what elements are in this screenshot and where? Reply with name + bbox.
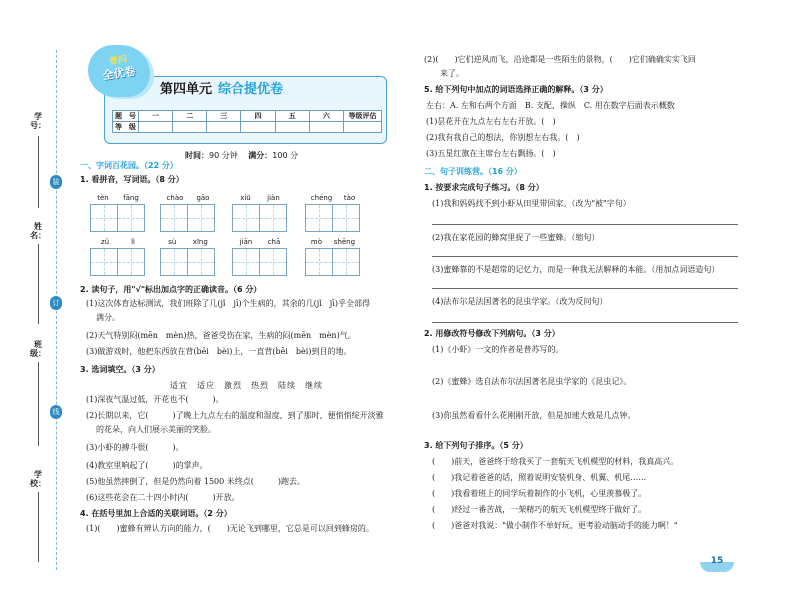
q3-sentence-6[interactable]: (6)这些花会在二十四小时内( )开放。: [86, 493, 240, 502]
pinyin: chā: [267, 238, 281, 246]
pinyin-box: [90, 238, 146, 270]
score-cell: 二: [173, 111, 207, 122]
unit-subtitle: 综合提优卷: [218, 82, 284, 97]
pinyin: sù: [168, 238, 177, 246]
writing-cell[interactable]: [232, 204, 260, 232]
writing-cell[interactable]: [160, 204, 188, 232]
binding-dashed-line: [56, 50, 57, 570]
badge-top-text: 普问: [108, 54, 128, 68]
question-2: 2. 读句子，用"√"标出加点字的正确读音。（6 分）: [80, 285, 262, 294]
section-heading-1: 一、字词百花园。（22 分）: [80, 161, 178, 170]
class-line[interactable]: [38, 362, 39, 446]
grade-input-cell[interactable]: [309, 122, 343, 133]
grade-input-cell[interactable]: [275, 122, 309, 133]
score-cell: 三: [207, 111, 241, 122]
q3-sentence-4[interactable]: (4)教室里响起了( )的掌声。: [86, 461, 208, 470]
q4-sentence-1[interactable]: (1)( )蜜蜂有辨认方向的能力，( )无论飞到哪里，它总是可以回到蜂房的。: [86, 524, 374, 533]
writing-cell[interactable]: [305, 248, 333, 276]
writing-cell[interactable]: [332, 204, 360, 232]
full-score-value: 100 分: [272, 151, 299, 160]
score-table-grade-row: [113, 122, 382, 133]
pinyin: lì: [131, 238, 135, 246]
score-cell: 题 号: [113, 111, 139, 122]
pinyin-box: [232, 194, 288, 226]
r3-sentence-1[interactable]: ( )前天，爸爸终于给我买了一套航天飞机模型的材料，我真高兴。: [432, 457, 679, 466]
pinyin-box: [160, 238, 216, 270]
score-cell: 五: [275, 111, 309, 122]
q3-sentence-2b: 的花朵，向人们展示美丽的笑脸。: [96, 425, 216, 434]
r1-sentence-1: (1)我和妈妈找不到小虾从田里带回家。（改为"被"字句）: [432, 199, 631, 208]
pinyin-box: [305, 238, 361, 270]
word-bank: 适宜 适应 激烈 热烈 陆续 继续: [170, 381, 323, 390]
writing-cell[interactable]: [187, 204, 215, 232]
answer-line[interactable]: [432, 322, 738, 323]
school-label: 学校：: [30, 470, 46, 488]
r3-sentence-2[interactable]: ( )我记着爸爸的话，照着说明安装机身、机翼、机尾……: [432, 473, 647, 482]
q5-sentence-1[interactable]: (1)昙花开在九点左右左右开放。( ): [426, 117, 556, 126]
grade-input-cell[interactable]: [344, 122, 382, 133]
pinyin: xīng: [192, 238, 208, 246]
page-number: [700, 556, 734, 574]
page-number-text: 15: [710, 556, 724, 566]
pinyin: xiū: [240, 194, 251, 202]
q3-sentence-3[interactable]: (3)小虾的搏斗很( )。: [86, 443, 184, 452]
answer-line[interactable]: [432, 224, 738, 225]
r1-sentence-4: (4)法布尔是法国著名的昆虫学家。（改为反问句）: [432, 297, 608, 306]
writing-cell[interactable]: [117, 248, 145, 276]
name-line[interactable]: [38, 244, 39, 324]
series-badge: [88, 45, 150, 97]
writing-cell[interactable]: [117, 204, 145, 232]
writing-cell[interactable]: [160, 248, 188, 276]
pinyin: mò: [310, 238, 322, 246]
grade-input-cell[interactable]: [173, 122, 207, 133]
r3-sentence-5[interactable]: ( )爸爸对我说："做小制作不单好玩，更考验动脑动手的能力啊！": [432, 521, 678, 530]
binding-strip: [0, 0, 62, 602]
binding-mark-2: 订: [50, 296, 62, 310]
score-cell: 等级评估: [344, 111, 382, 122]
q4-sentence-2[interactable]: (2)( )它们逆风而飞，沿途都是一些陌生的景物，( )它们确确实实飞回: [424, 55, 696, 64]
q5-sentence-3[interactable]: (3)五星红旗在主席台左右飘扬。( ): [426, 149, 556, 158]
r1-sentence-2: (2)我在家花园的蜂窝里捉了一些蜜蜂。（缩句）: [432, 233, 600, 242]
unit-label: 第四单元: [160, 82, 213, 97]
answer-line[interactable]: [432, 288, 738, 289]
pinyin: zǔ: [100, 238, 110, 246]
question-r2: 2. 用修改符号修改下列病句。（3 分）: [424, 329, 560, 338]
q5-options: 左右：A. 左和右两个方面 B. 支配，操纵 C. 用在数字后面表示概数: [426, 101, 675, 110]
q3-sentence-5[interactable]: (5)他虽然摔倒了，但是仍然向着 1500 米终点( )跑去。: [86, 477, 306, 486]
writing-cell[interactable]: [90, 204, 118, 232]
r2-sentence-2[interactable]: (2)《蜜蜂》选自法布尔法国著名昆虫学家的《昆虫记》。: [432, 377, 632, 386]
pinyin: gāo: [196, 194, 210, 202]
pinyin: tèn: [97, 194, 109, 202]
answer-line[interactable]: [432, 256, 738, 257]
time-label: 时间：: [185, 151, 209, 160]
question-5: 5. 给下列句中加点的词语选择正确的解释。（3 分）: [424, 85, 608, 94]
q5-sentence-2[interactable]: (2)我有我自己的想法，你别想左右我。( ): [426, 133, 580, 142]
grade-input-cell[interactable]: [139, 122, 173, 133]
pinyin: tào: [343, 194, 356, 202]
pinyin: chào: [166, 194, 184, 202]
pinyin: shēng: [333, 238, 356, 246]
class-label: 班级：: [30, 340, 46, 358]
writing-cell[interactable]: [259, 248, 287, 276]
pinyin-box: [305, 194, 361, 226]
q2-sentence-1b: 满分。: [96, 313, 120, 322]
binding-mark-1: 装: [50, 175, 62, 189]
pinyin: chéng: [310, 194, 333, 202]
score-cell: 一: [139, 111, 173, 122]
question-4: 4. 在括号里加上合适的关联词语。（2 分）: [80, 509, 232, 518]
q2-sentence-1[interactable]: (1)这次体育达标测试，我们班除了几(jǐ jī)个生病的，其余的几(jǐ jī)乎全部得: [86, 299, 370, 308]
time-value: 90 分钟: [209, 151, 238, 160]
full-score-label: 满分：: [248, 151, 273, 160]
q4-sentence-2b: 来了。: [440, 69, 464, 78]
grade-input-cell[interactable]: [241, 122, 275, 133]
pinyin-box: [160, 194, 216, 226]
score-table-header-row: [113, 111, 382, 122]
binding-mark-3: 线: [50, 405, 62, 419]
r1-sentence-3: (3)蜜蜂靠的不是超常的记忆力，而是一种我无法解释的本能。（用加点词语造句）: [432, 265, 720, 274]
pinyin: jiàn: [267, 194, 280, 202]
question-3: 3. 选词填空。（3 分）: [80, 365, 160, 374]
writing-cell[interactable]: [187, 248, 215, 276]
pinyin-box: [90, 194, 146, 226]
student-id-line[interactable]: [38, 136, 39, 208]
section-heading-2: 二、句子训练营。（16 分）: [424, 167, 522, 176]
r2-sentence-1[interactable]: (1)《小虾》一文的作者是普苏写的。: [432, 345, 564, 354]
student-id-label: 学号：: [30, 112, 46, 130]
writing-cell[interactable]: [332, 248, 360, 276]
page-title: [160, 78, 283, 97]
question-r3: 3. 给下列句子排序。（5 分）: [424, 441, 528, 450]
school-line[interactable]: [38, 492, 39, 562]
q2-sentence-3[interactable]: (3)做游戏时，他把东西放在背(bēi bèi)上，一直背(bēi bèi)到目的地。: [86, 347, 352, 356]
score-cell: 四: [241, 111, 275, 122]
r3-sentence-3[interactable]: ( )我看着班上的同学玩着制作的小飞机，心里羡慕极了。: [432, 489, 647, 498]
exam-meta: [185, 150, 298, 161]
q3-sentence-1[interactable]: (1)深夜气温过低，开花也不( )。: [86, 395, 224, 404]
writing-cell[interactable]: [90, 248, 118, 276]
question-r1: 1. 按要求完成句子练习。（8 分）: [424, 183, 544, 192]
writing-cell[interactable]: [232, 248, 260, 276]
score-table: [112, 110, 382, 133]
badge-bottom-text: 全优卷: [101, 64, 137, 83]
score-cell: 六: [309, 111, 343, 122]
writing-cell[interactable]: [259, 204, 287, 232]
score-cell: 等 级: [113, 122, 139, 133]
pinyin-box: [232, 238, 288, 270]
pinyin: jiān: [239, 238, 253, 246]
name-label: 姓名：: [30, 222, 46, 240]
grade-input-cell[interactable]: [207, 122, 241, 133]
q3-sentence-2[interactable]: (2)长期以来，它( )了晚上九点左右的温度和湿度，到了那时，便悄悄绽开淡雅: [86, 411, 384, 420]
q2-sentence-2[interactable]: (2)天气特别闷(mēn mèn)热，爸爸受伤在家，生病的闷(mēn mèn)气。: [86, 331, 356, 340]
question-1: 1. 看拼音，写词语。（8 分）: [80, 175, 184, 184]
r3-sentence-4[interactable]: ( )经过一番苦战，一架精巧的航天飞机模型终于做好了。: [432, 505, 647, 514]
writing-cell[interactable]: [305, 204, 333, 232]
r2-sentence-3[interactable]: (3)你虽然看看什么花刚刚开放，但是加速大致是几点钟。: [432, 411, 636, 420]
pinyin: fāng: [123, 194, 139, 202]
